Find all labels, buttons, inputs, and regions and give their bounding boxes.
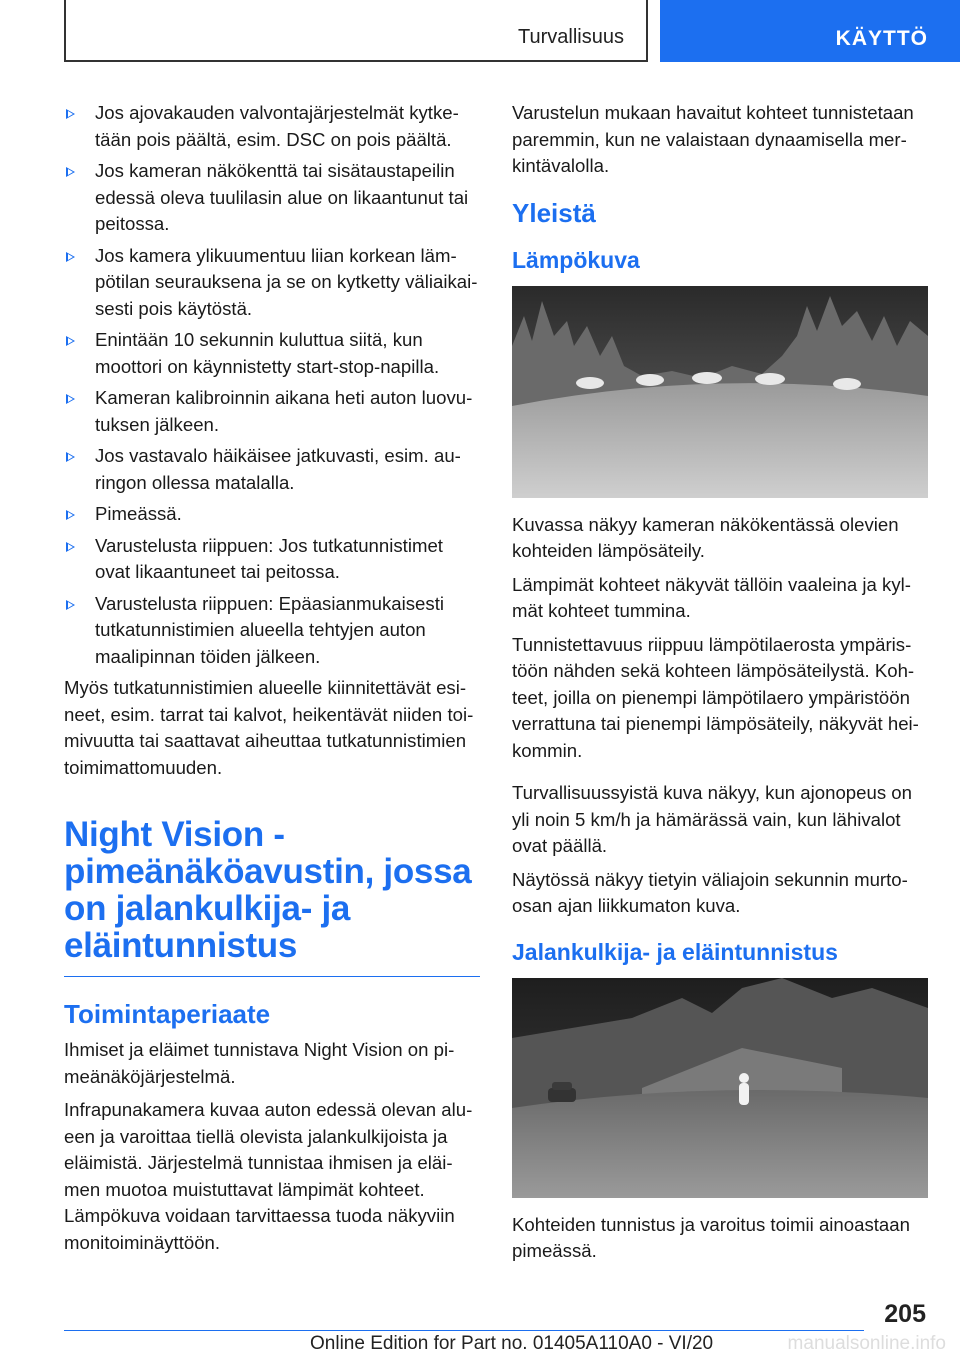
list-item — [64, 591, 480, 671]
heading-general: Yleistä — [512, 197, 596, 228]
principle-paragraph-1: Ihmiset ja eläimet tunnistava Night Vision on pimeänäköjärjestelmä. — [64, 1039, 455, 1087]
header-chapter-tab[interactable]: KÄYTTÖ — [660, 0, 960, 62]
thermal-image-figure — [512, 286, 928, 498]
heading-detection: Jalankulkija- ja eläintunnistus — [512, 938, 838, 965]
thermal-paragraph-2: Tunnistettavuus riippuu lämpötilaerosta ympäristöön nähden sekä kohteen lämpösäteilystä. Kohteet, joilla on pienempi lämpötilaero ympäristöön verrattuna tai pienempi lämpösäteily, näkyvät heikommin. — [512, 633, 919, 761]
header-section-box — [64, 0, 648, 62]
list-item — [64, 327, 480, 380]
list-item — [64, 158, 480, 238]
list-item — [64, 533, 480, 586]
right-column — [512, 100, 928, 1272]
heading-thermal-image: Lämpökuva — [512, 246, 640, 273]
list-item-text: Pimeässä. — [95, 503, 182, 524]
pedestrian-silhouette — [739, 1073, 749, 1105]
subheading-principle: Toimintaperiaate — [64, 999, 271, 1029]
thermal-paragraph-4: Näytössä näkyy tietyin väliajoin sekunnin murtoosan ajan liikkumaton kuva. — [512, 868, 908, 916]
list-item — [64, 501, 480, 528]
detection-caption: Kohteiden tunnistus ja varoitus toimii ainoastaan pimeässä. — [512, 1213, 910, 1261]
triangle-bullet-icon — [66, 510, 75, 520]
list-item-text: Jos kamera ylikuumentuu liian korkean lämpötilan seurauksena ja se on kytketty väliaikaisesti pois käytöstä. — [95, 244, 478, 319]
list-item-text: Enintään 10 sekunnin kuluttua siitä, kun moottori on käynnistetty start-stop-napilla. — [95, 329, 440, 377]
thermal-caption: Kuvassa näkyy kameran näkökentässä olevien kohteiden lämpösäteily. — [512, 513, 899, 561]
list-item-text: Jos vastavalo häikäisee jatkuvasti, esim. auringon ollessa matalalla. — [95, 445, 461, 493]
list-item-text: Jos kameran näkökenttä tai sisätaustapeilin edessä oleva tuulilasin alue on likaantunut tai peitossa. — [95, 160, 469, 234]
detection-image-figure — [512, 978, 928, 1198]
list-item-text: Varustelusta riippuen: Jos tutkatunnistimet ovat likaantuneet tai peitossa. — [95, 534, 443, 582]
left-column — [64, 100, 480, 1263]
triangle-bullet-icon — [66, 336, 75, 346]
car-silhouette — [548, 1082, 576, 1102]
main-heading: Night Vision - pimeänäköavustin, jossa on jalankulkija- ja eläintunnistus — [64, 815, 472, 965]
condition-list — [64, 100, 480, 670]
watermark-text: manualsonline.info — [787, 1333, 946, 1354]
list-item — [64, 100, 480, 153]
list-item-text: Jos ajovakauden valvontajärjestelmät kytketään pois päältä, esim. DSC on pois päältä. — [95, 102, 459, 150]
sensor-note-paragraph: Myös tutkatunnistimien alueelle kiinnitettävät esineet, esim. tarrat tai kalvot, heikentävät niiden toimivuutta tai saattavat aiheuttaa tutkatunnistimien toimimattomuuden. — [64, 677, 474, 778]
list-item — [64, 443, 480, 496]
list-item — [64, 243, 480, 323]
thermal-paragraph-1: Lämpimät kohteet näkyvät tällöin vaaleina ja kylmät kohteet tummina. — [512, 573, 911, 621]
thermal-paragraph-3: Turvallisuussyistä kuva näkyy, kun ajonopeus on yli noin 5 km/h ja hämärässä vain, kun lähivalot ovat päällä. — [512, 782, 912, 856]
principle-paragraph-2: Infrapunakamera kuvaa auton edessä olevan alueen ja varoittaa tiellä olevista jalankulkijoista ja eläimistä. Järjestelmä tunnistaa ihmisen ja eläimen muotoa muistuttavat lämpimät kohteet. Lämpökuva voidaan tarvittaessa tuoda näkyviin monitoiminäyttöön. — [64, 1099, 473, 1253]
triangle-bullet-icon — [66, 252, 75, 262]
triangle-bullet-icon — [66, 109, 75, 119]
triangle-bullet-icon — [66, 167, 75, 177]
triangle-bullet-icon — [66, 542, 75, 552]
footer-divider — [64, 1330, 864, 1331]
triangle-bullet-icon — [66, 452, 75, 462]
list-item — [64, 385, 480, 438]
footer-edition-text: Online Edition for Part no. 01405A110A0 - VI/20 — [310, 1333, 714, 1354]
header-section-title: Turvallisuus — [518, 26, 624, 48]
page-number: 205 — [884, 1300, 926, 1328]
intro-paragraph: Varustelun mukaan havaitut kohteet tunnistetaan paremmin, kun ne valaistaan dynaamisella merkintävalolla. — [512, 102, 914, 176]
triangle-bullet-icon — [66, 600, 75, 610]
triangle-bullet-icon — [66, 394, 75, 404]
list-item-text: Kameran kalibroinnin aikana heti auton luovutuksen jälkeen. — [95, 387, 473, 435]
list-item-text: Varustelusta riippuen: Epäasianmukaisesti tutkatunnistimien alueella tehtyjen auton maalipinnan töiden jälkeen. — [95, 592, 444, 667]
heading-divider — [64, 976, 480, 977]
